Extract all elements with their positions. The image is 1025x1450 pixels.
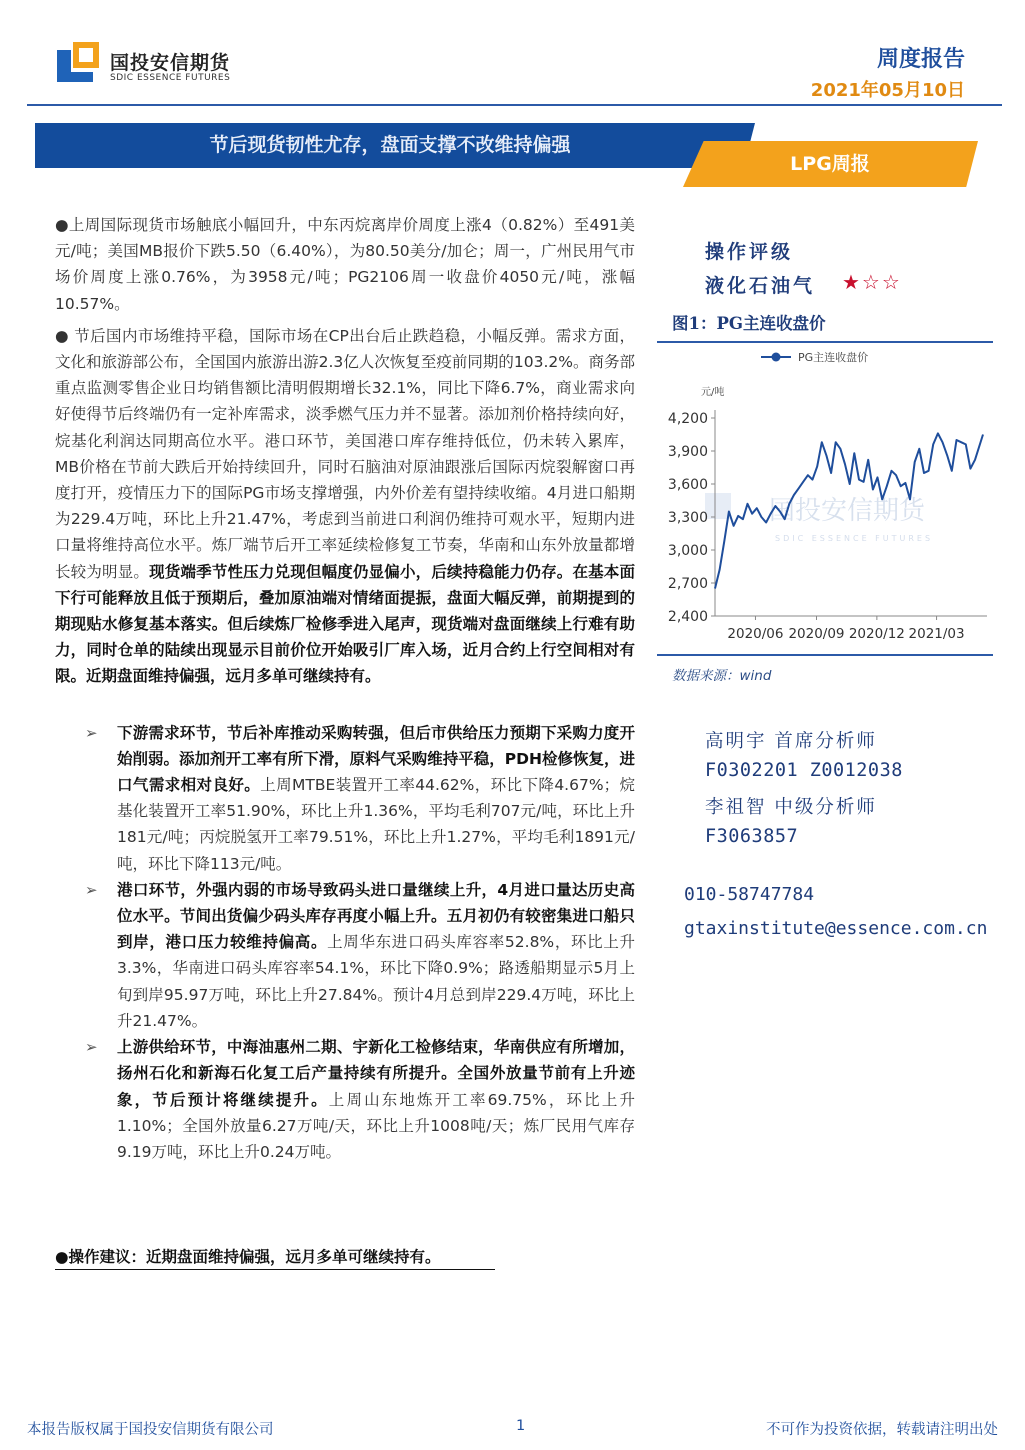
contact-phone[interactable]: 010-58747784 <box>684 884 815 905</box>
trading-advice: ●操作建议：近期盘面维持偏强，远月多单可继续持有。 <box>55 1245 495 1270</box>
footer-disclaimer: 不可作为投资依据，转载请注明出处 <box>766 1422 998 1438</box>
rating-stars: ★☆☆ <box>842 270 902 294</box>
page-number: 1 <box>516 1418 526 1434</box>
y-tick-label: 3,000 <box>667 543 708 559</box>
report-type: 周度报告 <box>876 47 965 72</box>
watermark-text-en: SDIC ESSENCE FUTURES <box>775 534 934 543</box>
y-tick-label: 2,400 <box>667 609 708 625</box>
report-headline: 节后现货韧性尤存，盘面支撑不改维持偏强 <box>209 134 571 156</box>
arrow-bullet-icon: ➢ <box>85 723 98 742</box>
y-axis <box>668 410 715 625</box>
analyst-2-name: 李祖智 中级分析师 <box>705 797 877 818</box>
main-content <box>55 212 635 1165</box>
summary-paragraph-1: ●上周国际现货市场触底小幅回升，中东丙烷离岸价周度上涨4（0.82%）至491美元/吨；美国MB报价下跌5.50（6.40%），为80.50美分/加仑；周一，广州民用气市场价周度上涨0.76%，为3958元/吨；PG2106周一收盘价4050元/吨，涨幅10.57%。 <box>55 216 635 313</box>
report-tag: LPG周报 <box>790 153 870 175</box>
company-name-en: SDIC ESSENCE FUTURES <box>110 73 231 83</box>
bullet-list <box>55 720 635 1165</box>
y-tick-label: 4,200 <box>667 411 708 427</box>
analyst-1-ids: F0302201 Z0012038 <box>705 760 903 781</box>
bullet-upstream-detail: 上周山东地炼开工率69.75%，环比上升1.10%；全国外放量6.27万吨/天，环比上升1008吨/天；炼厂民用气库存9.19万吨，环比上升0.24万吨。 <box>117 1090 635 1161</box>
data-source: 数据来源：wind <box>672 668 772 684</box>
summary-paragraph-2-text: ● 节后国内市场维持平稳，国际市场在CP出台后止跌趋稳，小幅反弹。需求方面，文化和旅游部公布，全国国内旅游出游2.3亿人次恢复至疫前同期的103.2%。商务部重点监测零售企业日均销售额比清明假期增长32.1%，同比下降6.7%，商业需求向好使得节后终端仍有一定补库需求，淡季燃气压力并不显著。添加剂价格持续向好，烷基化利润达同期高位水平。港口环节，美国港口库存维持低位，仍未转入累库，MB价格在节前大跌后开始持续回升，同时石脑油对原油跟涨后国际丙烷裂解窗口再度打开，疫情压力下的国际PG市场支撑增强，内外价差有望持续收缩。4月进口船期为229.4万吨，环比上升21.47%，考虑到当前进口利润仍维持可观水平，短期内进口量将维持高位水平。炼厂端节后开工率延续检修复工节奏，华南和山东外放量都增长较为明显。 <box>55 326 635 581</box>
bullet-port-summary: 港口环节，外强内弱的市场导致码头进口量继续上升，4月进口量达历史高位水平。节间出货偏少码头库存再度小幅上升。五月初仍有较密集进口船只到岸，港口压力较维持偏高。 <box>117 880 635 952</box>
legend-label: PG主连收盘价 <box>798 351 869 364</box>
bullet-downstream-summary: 下游需求环节，节后补库推动采购转强，但后市供给压力预期下采购力度开始削弱。添加剂开工率有所下滑，原料气采购维持平稳，PDH检修恢复，进口气需求相对良好。 <box>117 723 635 795</box>
chart-legend <box>761 350 868 364</box>
watermark-logo-icon <box>705 493 731 519</box>
arrow-bullet-icon: ➢ <box>85 1038 98 1057</box>
contact-email[interactable]: gtaxinstitute@essence.com.cn <box>684 918 988 939</box>
analyst-1-name: 高明宇 首席分析师 <box>705 731 877 752</box>
bullet-upstream-summary: 上游供给环节，中海油惠州二期、宇新化工检修结束，华南供应有所增加，扬州石化和新海石化复工后产量持续有所提升。全国外放量节前有上升迹象，节后预计将继续提升。 <box>117 1038 635 1109</box>
y-tick-label: 2,700 <box>667 576 708 592</box>
bullet-downstream-detail: 上周MTBE装置开工率44.62%，环比下降4.67%；烷基化装置开工率51.90%，环比上升1.36%，平均毛利707元/吨，环比上升181元/吨；丙烷脱氢开工率79.51%，环比上升1.27%，平均毛利1891元/吨，环比下降113元/吨。 <box>117 776 635 873</box>
rating-product: 液化石油气 <box>705 275 816 297</box>
bullet-port <box>85 877 635 1034</box>
x-tick-label: 2020/06 <box>727 626 784 642</box>
x-tick-label: 2021/03 <box>908 626 965 642</box>
company-name-cn: 国投安信期货 <box>110 52 231 74</box>
watermark-text-cn: 国投安信期货 <box>769 496 926 526</box>
y-tick-label: 3,300 <box>667 510 708 526</box>
header-divider <box>27 104 1002 106</box>
summary-paragraph-2 <box>55 323 635 690</box>
y-axis-unit: 元/吨 <box>701 387 725 398</box>
analyst-2-ids: F3063857 <box>705 826 799 847</box>
company-logo-icon <box>57 42 101 86</box>
bullet-downstream <box>85 720 635 877</box>
x-tick-label: 2020/12 <box>848 626 905 642</box>
chart-watermark <box>705 493 933 543</box>
figure-title: 图1：PG主连收盘价 <box>672 314 826 333</box>
figure-bottom-rule <box>657 654 993 656</box>
x-tick-label: 2020/09 <box>788 626 845 642</box>
bullet-upstream <box>85 1034 635 1165</box>
summary-paragraph-2-conclusion: 现货端季节性压力兑现但幅度仍显偏小，后续持稳能力仍存。在基本面下行可能释放且低于预期后，叠加原油端对情绪面提振，盘面大幅反弹，前期提到的期现贴水修复基本落实。但后续炼厂检修季进入尾声，现货端对盘面继续上行难有助力，同时仓单的陆续出现显示目前价位开始吸引厂库入场，近月合约上行空间相对有限。近期盘面维持偏强，远月多单可继续持有。 <box>55 562 635 686</box>
legend-marker <box>772 353 781 362</box>
y-tick-label: 3,600 <box>667 477 708 493</box>
price-chart <box>657 343 993 653</box>
arrow-bullet-icon: ➢ <box>85 880 98 899</box>
footer-copyright: 本报告版权属于国投安信期货有限公司 <box>27 1422 274 1438</box>
x-axis <box>715 616 987 642</box>
rating-title: 操作评级 <box>705 241 794 263</box>
y-tick-label: 3,900 <box>667 444 708 460</box>
report-date: 2021年05月10日 <box>810 80 965 101</box>
bullet-port-detail: 上周华东进口码头库容率52.8%，环比上升3.3%，华南进口码头库容率54.1%，环比下降0.9%；路透船期显示5月上旬到岸95.97万吨，环比上升27.84%。预计4月总到岸229.4万吨，环比上升21.47%。 <box>117 933 635 1030</box>
